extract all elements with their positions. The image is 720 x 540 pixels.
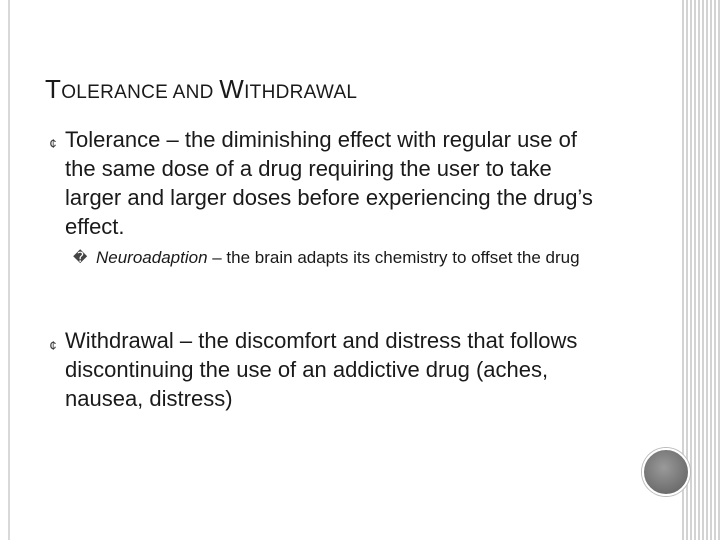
sub-bullet-text: – the brain adapts its chemistry to offset the drug: [207, 248, 580, 267]
title-initial-w: W: [219, 74, 245, 104]
bullet-withdrawal: [65, 326, 605, 413]
bullet-icon: ¢: [49, 338, 57, 353]
sub-bullet-term: Neuroadaption: [96, 248, 208, 267]
slide-title: [45, 74, 357, 105]
bullet-text: – the diminishing effect with regular use of the same dose of a drug requiring the user to take larger and larger doses before experiencing the drug’s effect.: [65, 127, 593, 239]
title-part-2: ITHDRAWAL: [244, 82, 358, 103]
bullet-term: Withdrawal: [65, 328, 174, 353]
title-initial-t: T: [45, 74, 62, 104]
sub-bullet-neuroadaption: [96, 246, 616, 269]
sub-bullet-icon: �: [73, 249, 88, 265]
title-part-1: OLERANCE AND: [61, 82, 220, 103]
bullet-icon: ¢: [49, 136, 57, 151]
bullet-term: Tolerance: [65, 127, 161, 152]
bullet-tolerance: [65, 125, 605, 241]
gray-circle-icon: [642, 448, 690, 496]
bullet-text: – the discomfort and distress that follows discontinuing the use of an addictive drug (aches, nausea, distress): [65, 328, 578, 411]
left-border-line: [8, 0, 10, 540]
